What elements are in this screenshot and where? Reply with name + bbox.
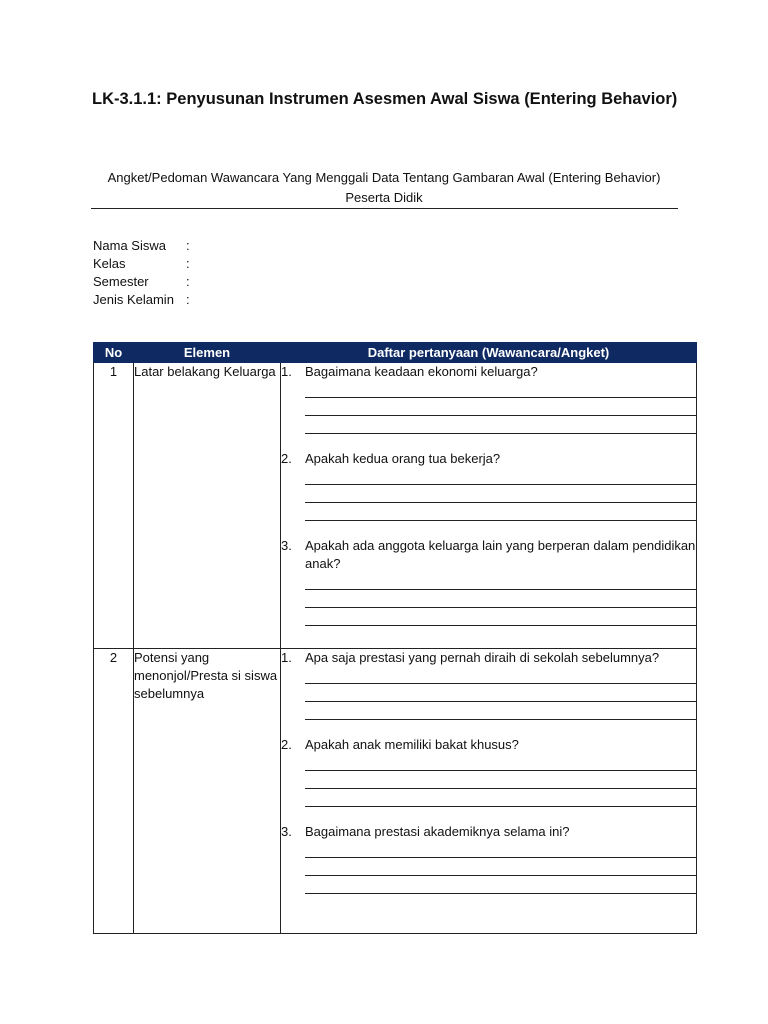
info-label: Nama Siswa bbox=[93, 238, 166, 253]
question-number: 1. bbox=[281, 364, 292, 379]
student-info-block bbox=[93, 237, 190, 309]
assessment-table bbox=[93, 342, 697, 934]
question-item bbox=[281, 537, 696, 626]
answer-line[interactable] bbox=[305, 771, 696, 789]
question-text: Bagaimana prestasi akademiknya selama ini? bbox=[305, 824, 570, 839]
answer-line[interactable] bbox=[305, 684, 696, 702]
answer-line[interactable] bbox=[305, 789, 696, 807]
answer-line[interactable] bbox=[305, 573, 696, 590]
question-text: Apakah kedua orang tua bekerja? bbox=[305, 451, 501, 466]
header-no: No bbox=[94, 343, 134, 363]
info-colon: : bbox=[186, 256, 190, 271]
answer-line[interactable] bbox=[305, 590, 696, 608]
question-item bbox=[281, 450, 696, 521]
row-element: Latar belakang Keluarga bbox=[134, 363, 281, 649]
question-text: Apa saja prestasi yang pernah diraih di sekolah sebelumnya? bbox=[305, 650, 660, 665]
info-label: Jenis Kelamin bbox=[93, 292, 174, 307]
question-text: Apakah ada anggota keluarga lain yang berperan dalam pendidikan anak? bbox=[305, 538, 696, 571]
answer-line[interactable] bbox=[305, 381, 696, 398]
info-label: Semester bbox=[93, 274, 149, 289]
question-list bbox=[281, 649, 697, 934]
info-colon: : bbox=[186, 292, 190, 307]
table-header-row bbox=[94, 343, 697, 363]
question-item bbox=[281, 736, 696, 807]
answer-line[interactable] bbox=[305, 841, 696, 858]
answer-line[interactable] bbox=[305, 754, 696, 771]
question-number: 2. bbox=[281, 451, 292, 466]
info-row-nama bbox=[93, 237, 190, 255]
info-colon: : bbox=[186, 238, 190, 253]
header-daftar-pertanyaan: Daftar pertanyaan (Wawancara/Angket) bbox=[281, 343, 697, 363]
answer-line[interactable] bbox=[305, 702, 696, 720]
answer-line[interactable] bbox=[305, 667, 696, 684]
question-text: Apakah anak memiliki bakat khusus? bbox=[305, 737, 519, 752]
row-element: Potensi yang menonjol/Presta si siswa sebelumnya bbox=[134, 649, 281, 934]
table-row bbox=[94, 649, 697, 934]
question-text: Bagaimana keadaan ekonomi keluarga? bbox=[305, 364, 538, 379]
info-label: Kelas bbox=[93, 256, 126, 271]
question-number: 3. bbox=[281, 824, 292, 839]
answer-line[interactable] bbox=[305, 398, 696, 416]
question-number: 3. bbox=[281, 538, 292, 553]
answer-line[interactable] bbox=[305, 468, 696, 485]
answer-line[interactable] bbox=[305, 503, 696, 521]
info-colon: : bbox=[186, 274, 190, 289]
question-item bbox=[281, 823, 696, 894]
question-number: 1. bbox=[281, 650, 292, 665]
question-item bbox=[281, 363, 696, 434]
answer-line[interactable] bbox=[305, 608, 696, 626]
info-row-semester bbox=[93, 273, 190, 291]
row-number: 2 bbox=[94, 649, 134, 934]
answer-line[interactable] bbox=[305, 858, 696, 876]
header-elemen: Elemen bbox=[134, 343, 281, 363]
answer-line[interactable] bbox=[305, 876, 696, 894]
document-subtitle: Angket/Pedoman Wawancara Yang Menggali Data Tentang Gambaran Awal (Entering Behavior) Peserta Didik bbox=[107, 170, 661, 205]
document-title: LK-3.1.1: Penyusunan Instrumen Asesmen Awal Siswa (Entering Behavior) bbox=[92, 90, 678, 108]
divider-line bbox=[91, 208, 678, 209]
question-number: 2. bbox=[281, 737, 292, 752]
info-row-kelas bbox=[93, 255, 190, 273]
question-item bbox=[281, 649, 696, 720]
question-list bbox=[281, 363, 697, 649]
answer-line[interactable] bbox=[305, 485, 696, 503]
answer-line[interactable] bbox=[305, 416, 696, 434]
row-number: 1 bbox=[94, 363, 134, 649]
table-row bbox=[94, 363, 697, 649]
info-row-jenis-kelamin bbox=[93, 291, 190, 309]
